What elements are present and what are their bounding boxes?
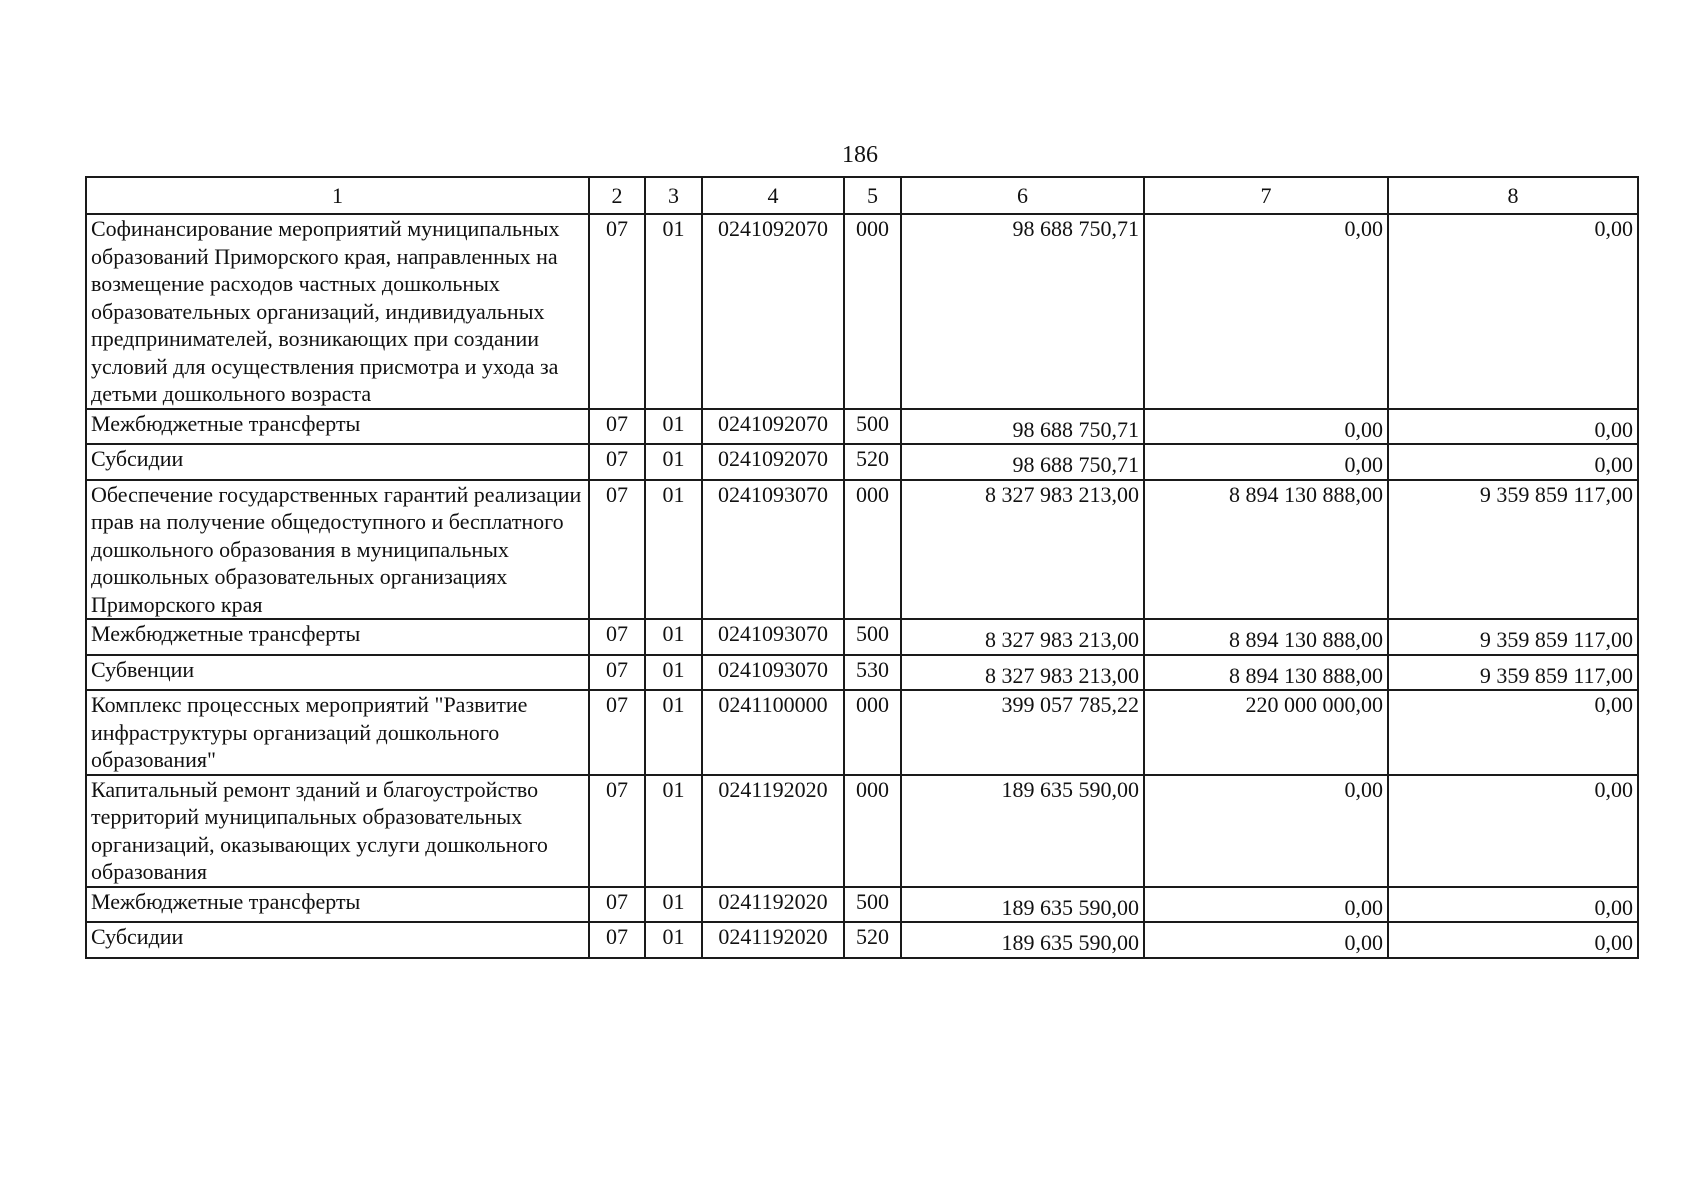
section-code: 07 [589, 922, 645, 958]
amount-col-8: 0,00 [1388, 214, 1638, 409]
row-name: Межбюджетные трансферты [86, 409, 589, 445]
subsection-code: 01 [645, 887, 702, 923]
header-col-1: 1 [86, 177, 589, 214]
amount-col-8: 9 359 859 117,00 [1388, 619, 1638, 655]
amount-col-7: 0,00 [1144, 409, 1388, 445]
amount-col-6: 98 688 750,71 [901, 409, 1144, 445]
row-name: Субвенции [86, 655, 589, 691]
page-number: 186 [842, 142, 878, 168]
amount-col-6: 189 635 590,00 [901, 775, 1144, 887]
row-name: Софинансирование мероприятий муниципальных образований Приморского края, направленных на возмещение расходов частных дошкольных образовательных организаций, индивидуальных предпринимателей, возникающих при создании условий для осуществления присмотра и ухода за детьми дошкольного возраста [86, 214, 589, 409]
amount-col-6: 8 327 983 213,00 [901, 655, 1144, 691]
header-row [86, 177, 1638, 214]
table-row [86, 409, 1638, 445]
amount-col-7: 8 894 130 888,00 [1144, 655, 1388, 691]
target-article-code: 0241092070 [702, 409, 844, 445]
expense-type-code: 500 [844, 887, 901, 923]
section-code: 07 [589, 444, 645, 480]
amount-col-8: 0,00 [1388, 887, 1638, 923]
target-article-code: 0241092070 [702, 444, 844, 480]
table-row [86, 619, 1638, 655]
row-name: Обеспечение государственных гарантий реализации прав на получение общедоступного и бесплатного дошкольного образования в муниципальных дошкольных образовательных организациях Приморского края [86, 480, 589, 620]
row-name: Комплекс процессных мероприятий "Развитие инфраструктуры организаций дошкольного образования" [86, 690, 589, 775]
target-article-code: 0241192020 [702, 775, 844, 887]
amount-col-6: 8 327 983 213,00 [901, 619, 1144, 655]
table-row [86, 922, 1638, 958]
table-row [86, 690, 1638, 775]
header-col-4: 4 [702, 177, 844, 214]
target-article-code: 0241100000 [702, 690, 844, 775]
amount-col-6: 98 688 750,71 [901, 444, 1144, 480]
budget-table [85, 176, 1639, 959]
amount-col-8: 0,00 [1388, 922, 1638, 958]
row-name: Капитальный ремонт зданий и благоустройство территорий муниципальных образовательных организаций, оказывающих услуги дошкольного образования [86, 775, 589, 887]
row-name: Межбюджетные трансферты [86, 619, 589, 655]
section-code: 07 [589, 214, 645, 409]
amount-col-7: 0,00 [1144, 775, 1388, 887]
target-article-code: 0241192020 [702, 922, 844, 958]
subsection-code: 01 [645, 690, 702, 775]
expense-type-code: 500 [844, 619, 901, 655]
table-row [86, 775, 1638, 887]
header-col-8: 8 [1388, 177, 1638, 214]
subsection-code: 01 [645, 409, 702, 445]
subsection-code: 01 [645, 444, 702, 480]
subsection-code: 01 [645, 480, 702, 620]
amount-col-6: 399 057 785,22 [901, 690, 1144, 775]
subsection-code: 01 [645, 775, 702, 887]
amount-col-7: 0,00 [1144, 214, 1388, 409]
expense-type-code: 500 [844, 409, 901, 445]
section-code: 07 [589, 409, 645, 445]
table-row [86, 655, 1638, 691]
expense-type-code: 520 [844, 444, 901, 480]
amount-col-7: 8 894 130 888,00 [1144, 480, 1388, 620]
table-row [86, 480, 1638, 620]
target-article-code: 0241092070 [702, 214, 844, 409]
table-row [86, 214, 1638, 409]
header-col-6: 6 [901, 177, 1144, 214]
header-col-3: 3 [645, 177, 702, 214]
amount-col-7: 0,00 [1144, 444, 1388, 480]
amount-col-7: 0,00 [1144, 922, 1388, 958]
amount-col-8: 0,00 [1388, 409, 1638, 445]
target-article-code: 0241192020 [702, 887, 844, 923]
target-article-code: 0241093070 [702, 655, 844, 691]
amount-col-8: 0,00 [1388, 775, 1638, 887]
section-code: 07 [589, 619, 645, 655]
expense-type-code: 520 [844, 922, 901, 958]
table-row [86, 887, 1638, 923]
row-name: Межбюджетные трансферты [86, 887, 589, 923]
amount-col-6: 189 635 590,00 [901, 887, 1144, 923]
subsection-code: 01 [645, 619, 702, 655]
header-col-7: 7 [1144, 177, 1388, 214]
expense-type-code: 000 [844, 480, 901, 620]
subsection-code: 01 [645, 922, 702, 958]
amount-col-7: 0,00 [1144, 887, 1388, 923]
target-article-code: 0241093070 [702, 619, 844, 655]
section-code: 07 [589, 887, 645, 923]
section-code: 07 [589, 655, 645, 691]
amount-col-8: 9 359 859 117,00 [1388, 655, 1638, 691]
expense-type-code: 000 [844, 775, 901, 887]
header-col-2: 2 [589, 177, 645, 214]
amount-col-7: 220 000 000,00 [1144, 690, 1388, 775]
table-row [86, 444, 1638, 480]
subsection-code: 01 [645, 214, 702, 409]
section-code: 07 [589, 690, 645, 775]
target-article-code: 0241093070 [702, 480, 844, 620]
section-code: 07 [589, 775, 645, 887]
amount-col-6: 189 635 590,00 [901, 922, 1144, 958]
amount-col-8: 9 359 859 117,00 [1388, 480, 1638, 620]
amount-col-8: 0,00 [1388, 690, 1638, 775]
header-col-5: 5 [844, 177, 901, 214]
row-name: Субсидии [86, 922, 589, 958]
subsection-code: 01 [645, 655, 702, 691]
section-code: 07 [589, 480, 645, 620]
row-name: Субсидии [86, 444, 589, 480]
expense-type-code: 000 [844, 690, 901, 775]
expense-type-code: 530 [844, 655, 901, 691]
amount-col-7: 8 894 130 888,00 [1144, 619, 1388, 655]
amount-col-8: 0,00 [1388, 444, 1638, 480]
expense-type-code: 000 [844, 214, 901, 409]
amount-col-6: 98 688 750,71 [901, 214, 1144, 409]
amount-col-6: 8 327 983 213,00 [901, 480, 1144, 620]
